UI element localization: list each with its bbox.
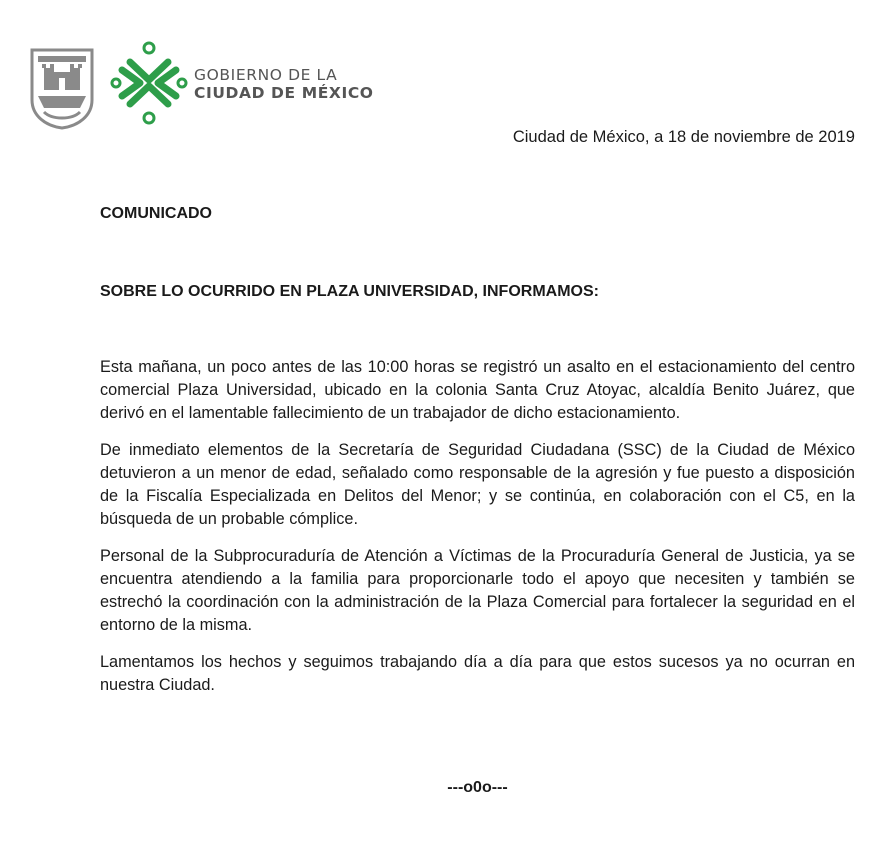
body-paragraph: Lamentamos los hechos y seguimos trabajando día a día para que estos sucesos ya no ocurran en nuestra Ciudad. xyxy=(100,653,855,694)
body-paragraph: Personal de la Subprocuraduría de Atención a Víctimas de la Procuraduría General de Justicia, ya se encuentra atendiendo a la familia para proporcionarle todo el apoyo que necesiten y también se estrechó la coordinación con la administración de la Plaza Comercial para fortalecer la seguridad en el entorno de la misma. xyxy=(100,547,855,634)
government-name-line1: GOBIERNO DE LA xyxy=(194,66,338,84)
document-heading: COMUNICADO xyxy=(100,205,212,222)
closing-mark: ---o0o--- xyxy=(447,779,508,796)
document-body xyxy=(100,356,855,711)
cdmx-logo-icon xyxy=(110,40,188,126)
cdmx-coat-of-arms-icon xyxy=(30,48,94,130)
document-date: Ciudad de México, a 18 de noviembre de 2019 xyxy=(512,128,855,146)
document-subheading: SOBRE LO OCURRIDO EN PLAZA UNIVERSIDAD, INFORMAMOS: xyxy=(100,283,599,300)
government-name xyxy=(194,66,374,102)
body-paragraph: De inmediato elementos de la Secretaría de Seguridad Ciudadana (SSC) de la Ciudad de México detuvieron a un menor de edad, señalado como responsable de la agresión y fue puesto a disposición de la Fiscalía Especializada en Delitos del Menor; y se continúa, en colaboración con el C5, en la búsqueda de un probable cómplice. xyxy=(100,441,855,528)
body-paragraph: Esta mañana, un poco antes de las 10:00 horas se registró un asalto en el estacionamiento del centro comercial Plaza Universidad, ubicado en la colonia Santa Cruz Atoyac, alcaldía Benito Juárez, que derivó en el lamentable fallecimiento de un trabajador de dicho estacionamiento. xyxy=(100,358,855,422)
letterhead xyxy=(30,40,430,130)
government-name-line2: CIUDAD DE MÉXICO xyxy=(194,84,374,102)
